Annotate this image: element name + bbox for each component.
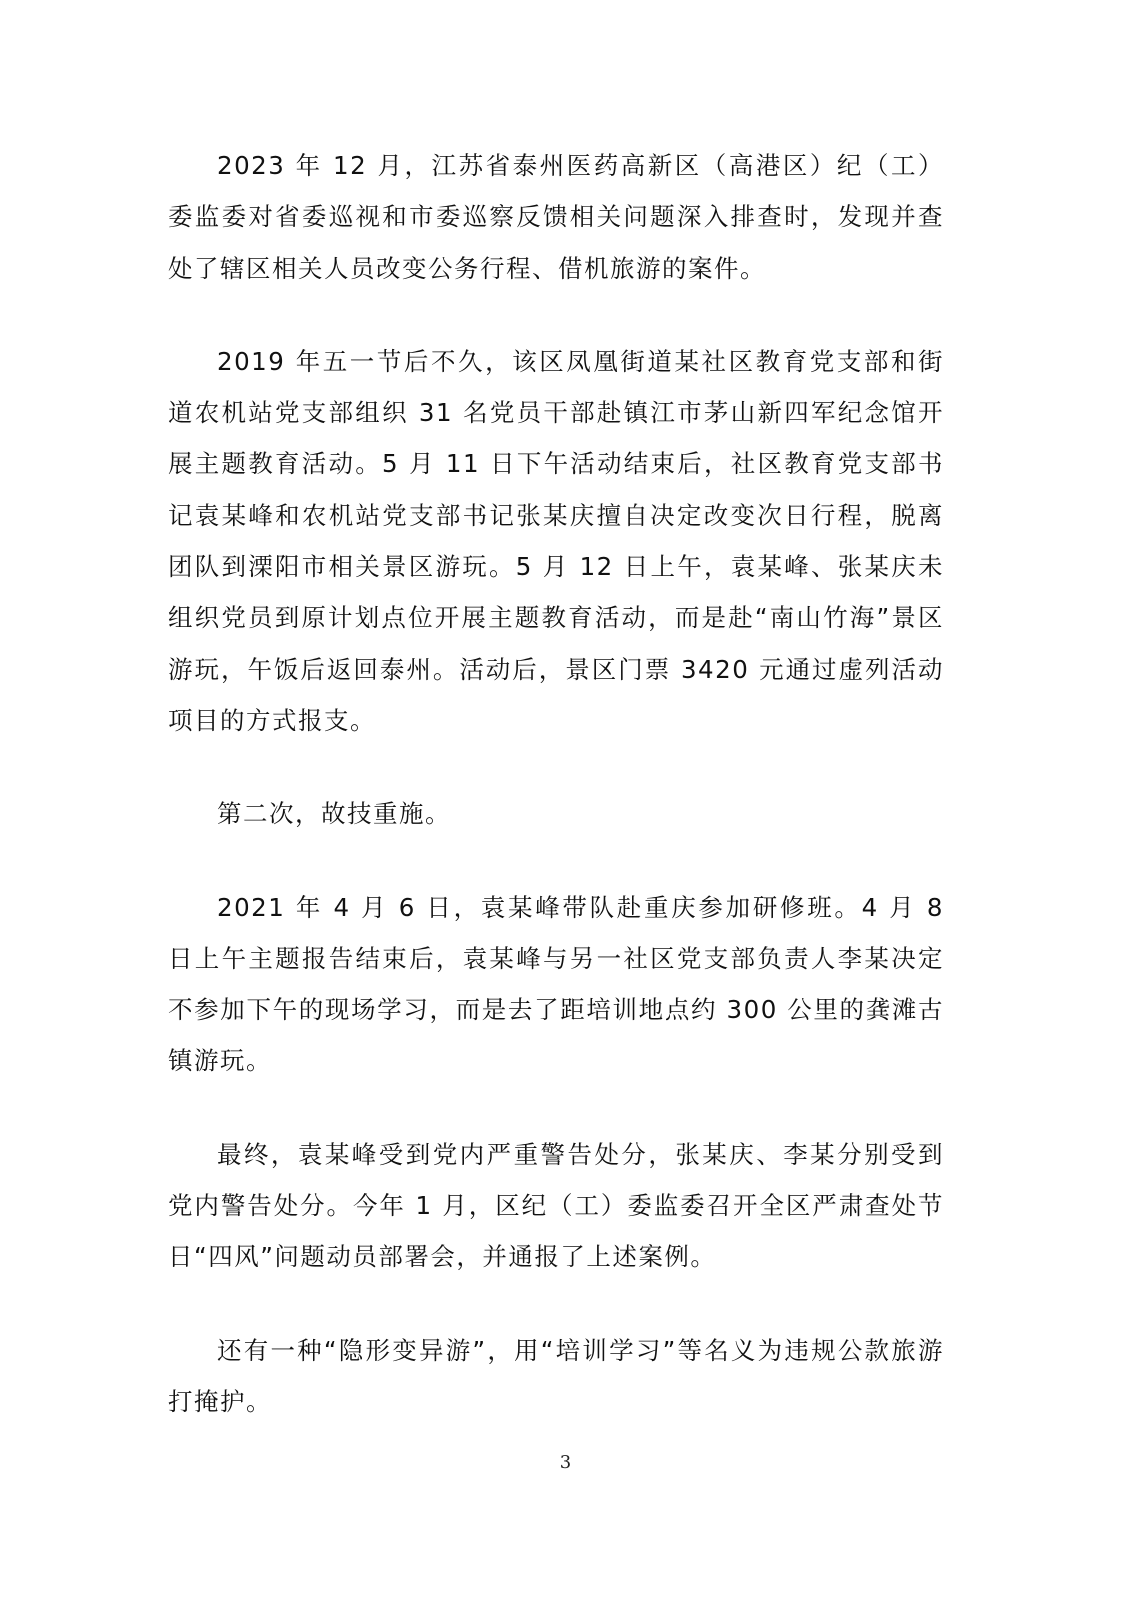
paragraph-case-discovery: 2023 年 12 月，江苏省泰州医药高新区（高港区）纪（工）委监委对省委巡视和市委巡察反馈相关问题深入排查时，发现并查处了辖区相关人员改变公务行程、借机旅游的案件。 bbox=[168, 151, 944, 283]
paragraph-punishment: 最终，袁某峰受到党内严重警告处分，张某庆、李某分别受到党内警告处分。今年 1 月，区纪（工）委监委召开全区严肃查处节日“四风”问题动员部署会，并通报了上述案例。 bbox=[168, 1139, 944, 1272]
paragraph-first-trip: 2019 年五一节后不久，该区凤凰街道某社区教育党支部和街道农机站党支部组织 31 名党员干部赴镇江市茅山新四军纪念馆开展主题教育活动。5 月 11 日下午活动结束后，社区教育党支部书记袁某峰和农机站党支部书记张某庆擅自决定改变次日行程，脱离团队到溧阳市相关景区游玩。5 月 12 日上午，袁某峰、张某庆未组织党员到原计划点位开展主题教育活动，而是赴“南山竹海”景区游玩，午饭后返回泰州。活动后，景区门票 3420 元通过虚列活动项目的方式报支。 bbox=[168, 346, 944, 735]
paragraph-second-trip: 2021 年 4 月 6 日，袁某峰带队赴重庆参加研修班。4 月 8 日上午主题报告结束后，袁某峰与另一社区党支部负责人李某决定不参加下午的现场学习，而是去了距培训地点约 300 公里的龚滩古镇游玩。 bbox=[168, 892, 944, 1076]
document-body bbox=[168, 140, 944, 1469]
page-number: 3 bbox=[559, 1452, 572, 1473]
paragraph-hidden-travel: 还有一种“隐形变异游”，用“培训学习”等名义为违规公款旅游打掩护。 bbox=[168, 1335, 944, 1416]
paragraph-second-time: 第二次，故技重施。 bbox=[217, 799, 451, 829]
